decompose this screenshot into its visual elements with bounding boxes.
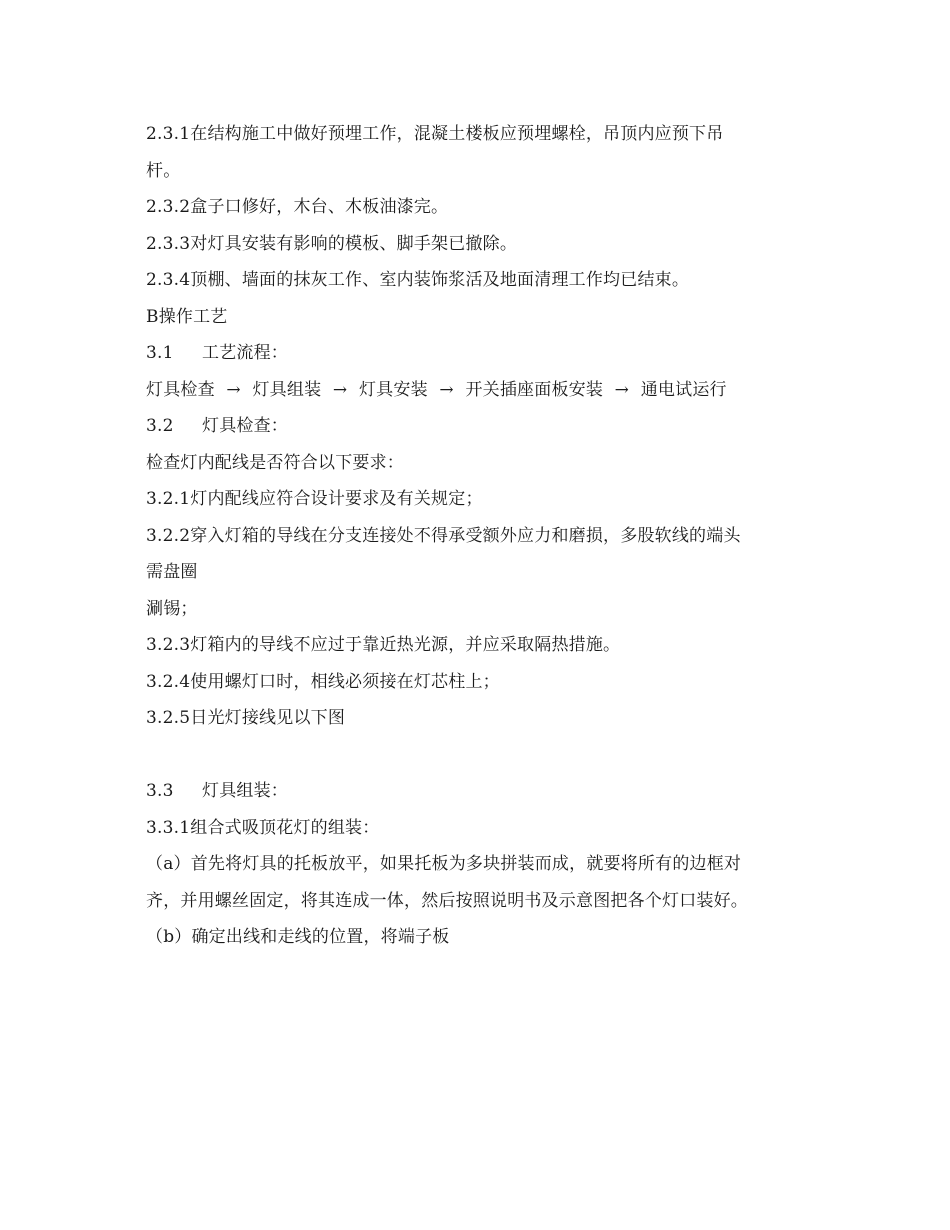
flow-step: 灯具组装 — [252, 379, 322, 400]
process-flow — [146, 372, 806, 409]
paragraph-3-2-2: 3.2.2穿入灯箱的导线在分支连接处不得承受额外应力和磨损，多股软线的端头 — [146, 525, 741, 546]
paragraph-3-3-1: 3.3.1组合式吸顶花灯的组装： — [146, 817, 380, 838]
paragraph-2-3-3: 2.3.3对灯具安装有影响的模板、脚手架已撤除。 — [146, 233, 518, 254]
paragraph-2-3-2: 2.3.2盒子口修好，木台、木板油漆完。 — [146, 197, 449, 217]
section-number: 3.2 — [146, 416, 174, 436]
section-number: 3.3 — [146, 781, 174, 801]
paragraph-3-2-1: 3.2.1灯内配线应符合设计要求及有关规定； — [146, 489, 483, 509]
section-title: 工艺流程： — [202, 343, 288, 363]
section-title: 灯具组装： — [202, 781, 288, 801]
section-number: 3.1 — [146, 343, 174, 363]
flow-step: 通电试运行 — [640, 379, 727, 400]
section-heading-b: B操作工艺 — [146, 306, 228, 327]
arrow-right-icon: → — [226, 379, 241, 400]
paragraph-step-b: （b）确定出线和走线的位置，将端子板 — [146, 927, 450, 947]
flow-step: 开关插座面板安装 — [465, 379, 604, 400]
flow-step: 灯具安装 — [358, 379, 428, 400]
paragraph-3-2-2-cont: 涮锡； — [146, 598, 198, 619]
section-title: 灯具检查： — [202, 416, 288, 436]
section-heading-3-2 — [146, 408, 806, 445]
paragraph-3-2-3: 3.2.3灯箱内的导线不应过于靠近热光源，并应采取隔热措施。 — [146, 635, 621, 655]
paragraph-step-a-cont: 齐，并用螺丝固定，将其连成一体，然后按照说明书及示意图把各个灯口装好。 — [146, 890, 748, 911]
blank-line — [146, 737, 806, 774]
paragraph-2-3-4: 2.3.4顶棚、墙面的抹灰工作、室内装饰浆活及地面清理工作均已结束。 — [146, 270, 690, 290]
paragraph-check-intro: 检查灯内配线是否符合以下要求： — [146, 452, 404, 473]
arrow-right-icon: → — [439, 379, 454, 400]
paragraph-3-2-4: 3.2.4使用螺灯口时，相线必须接在灯芯柱上； — [146, 671, 500, 692]
section-heading-3-3 — [146, 773, 806, 810]
arrow-right-icon: → — [614, 379, 630, 400]
paragraph-step-a: （a）首先将灯具的托板放平，如果托板为多块拼装而成，就要将所有的边框对 — [146, 854, 742, 874]
flow-step: 灯具检查 — [146, 379, 215, 400]
document-body — [146, 116, 806, 956]
paragraph-3-2-2-cont: 需盘圈 — [146, 562, 198, 582]
paragraph-3-2-5: 3.2.5日光灯接线见以下图 — [146, 708, 346, 728]
section-heading-3-1 — [146, 335, 806, 372]
arrow-right-icon: → — [332, 379, 348, 400]
paragraph-2-3-1-cont: 杆。 — [146, 160, 181, 181]
paragraph-2-3-1: 2.3.1在结构施工中做好预埋工作，混凝土楼板应预埋螺栓，吊顶内应预下吊 — [146, 124, 724, 144]
